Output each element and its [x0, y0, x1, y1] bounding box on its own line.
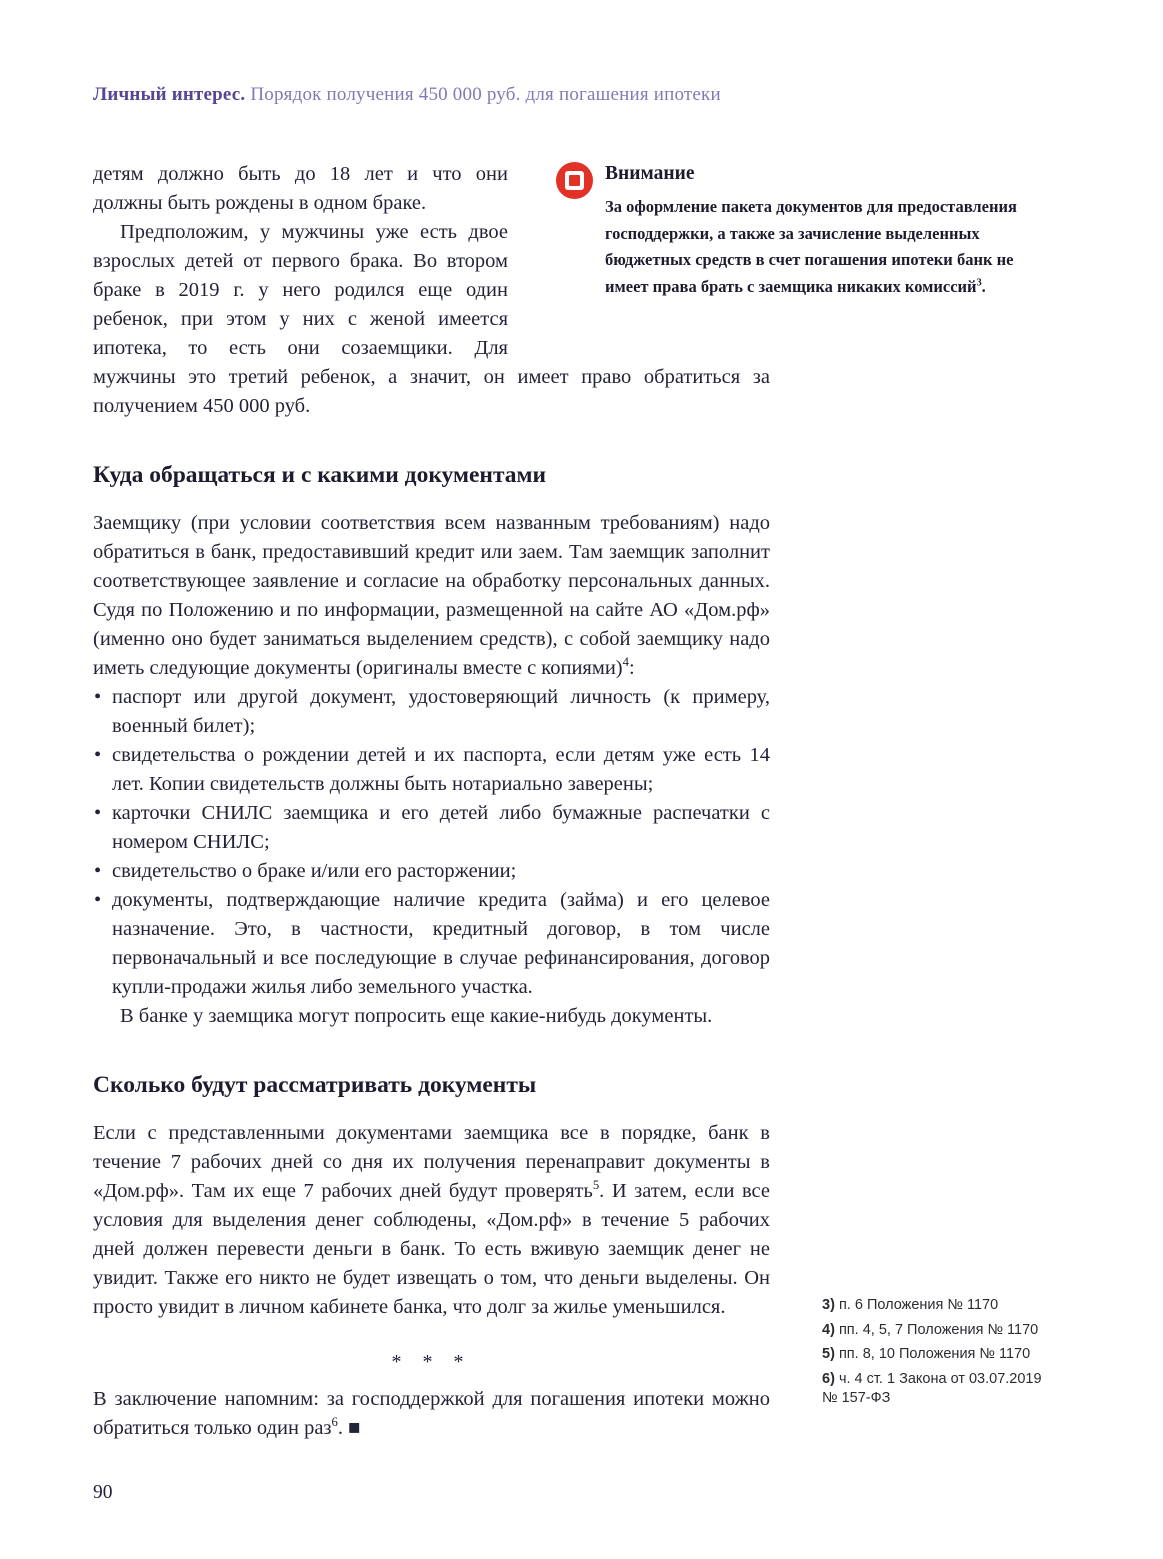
- footnote-3: [822, 1296, 1057, 1316]
- list-item: • свидетельство о браке и/или его расторжении;: [93, 857, 770, 886]
- section2-paragraph: [93, 1119, 770, 1322]
- attention-icon: [556, 162, 593, 199]
- footnote-6-number: 6): [822, 1370, 835, 1387]
- conclusion-paragraph: [93, 1385, 770, 1443]
- footnote-6-text: ч. 4 ст. 1 Закона от 03.07.2019 № 157-ФЗ: [822, 1370, 1042, 1406]
- section-heading-where-to-apply: Куда обращаться и с какими документами: [93, 462, 547, 488]
- section2-text-end: . И затем, если все условия для выделения денег соблюдены, «Дом.рф» в течение 5 рабочих дней должен перевести деньги в банк. То есть вживую заемщик денег не увидит. Также его никто не будет извещать о том, что деньги выделены. Он просто увидит в личном кабинете банка, что долг за жилье уменьшился.: [93, 1180, 770, 1318]
- attention-title: Внимание: [605, 163, 695, 184]
- footnote-ref-4: 4: [622, 655, 629, 670]
- footnote-4: [822, 1321, 1057, 1341]
- conclusion-text: В заключение напомним: за господдержкой для погашения ипотеки можно обратиться только один раз: [93, 1388, 770, 1439]
- attention-content: [605, 160, 1044, 300]
- list-item: • карточки СНИЛС заемщика и его детей либо бумажные распечатки с номером СНИЛС;: [93, 799, 770, 857]
- list-item: • документы, подтверждающие наличие кредита (займа) и его целевое назначение. Это, в частности, кредитный договор, в том числе первоначальный и все последующие в случае рефинансирования, договор купли-продажи жилья либо земельного участка.: [93, 886, 770, 1002]
- footnote-3-text: п. 6 Положения № 1170: [838, 1297, 999, 1313]
- attention-box: [556, 160, 1044, 300]
- footnote-5-number: 5): [822, 1346, 835, 1362]
- attention-body: [605, 194, 1044, 300]
- footnote-ref-5: 5: [592, 1178, 600, 1193]
- list-item: • свидетельства о рождении детей и их паспорта, если детям уже есть 14 лет. Копии свидетельств должны быть нотариально заверены;: [93, 741, 770, 799]
- footnotes: [822, 1296, 1057, 1414]
- section1-intro-paragraph: [93, 509, 770, 683]
- section-heading-review-time: Сколько будут рассматривать документы: [93, 1072, 537, 1098]
- section1-intro-text: Заемщику (при условии соответствия всем названным требованиям) надо обратиться в банк, предоставивший кредит или заем. Там заемщик заполнит соответствующее заявление и согласие на обработку персональных данных. Судя по Положению и по информации, размещенной на сайте АО «Дом.рф» (именно оно будет заниматься выделением средств), с собой заемщику надо иметь следующие документы (оригиналы вместе с копиями): [93, 512, 770, 679]
- attention-body-end: .: [981, 276, 986, 296]
- footnote-6: [822, 1370, 1057, 1409]
- list-item: • паспорт или другой документ, удостоверяющий личность (к примеру, военный билет);: [93, 683, 770, 741]
- footnote-4-number: 4): [822, 1321, 835, 1338]
- attention-body-text: За оформление пакета документов для предоставления господдержки, а также за зачисление выделенных бюджетных средств в счет погашения ипотеки банк не имеет права брать с заемщика никаких комиссий: [605, 197, 1017, 296]
- intro-paragraph-2: Предположим, у мужчины уже есть двое взрослых детей от первого брака. Во втором браке в 2019 г. у него родился еще один ребенок, при этом у них с женой имеется ипотека, то есть они созаемщики. Для мужчины это третий ребенок, а значит, он имеет право обратиться за получением 450 000 руб.: [93, 221, 770, 417]
- documents-list: [93, 683, 770, 1002]
- conclusion-text-end: . ■: [337, 1417, 361, 1439]
- running-header: [93, 84, 1073, 106]
- footnote-5: [822, 1345, 1057, 1365]
- footnote-5-text: пп. 8, 10 Положения № 1170: [838, 1346, 1031, 1362]
- page-number: 90: [93, 1482, 113, 1503]
- section-separator: * * *: [391, 1351, 472, 1373]
- rubric-title: Личный интерес.: [93, 84, 246, 105]
- footnote-ref-6: 6: [331, 1415, 338, 1430]
- footnote-3-number: 3): [822, 1297, 835, 1313]
- attention-icon-core: [569, 175, 580, 186]
- section1-outro-paragraph: В банке у заемщика могут попросить еще какие-нибудь документы.: [120, 1005, 713, 1027]
- footnote-4-text: пп. 4, 5, 7 Положения № 1170: [838, 1321, 1039, 1338]
- section2-text: Если с представленными документами заемщика все в порядке, банк в течение 7 рабочих дней со дня их получения перенаправит документы в «Дом.рф». Там их еще 7 рабочих дней будут проверять: [93, 1122, 770, 1202]
- footnote-ref-3: 3: [976, 277, 982, 288]
- intro-paragraph-1: детям должно быть до 18 лет и что они должны быть рождены в одном браке.: [93, 163, 508, 214]
- article-title: Порядок получения 450 000 руб. для погашения ипотеки: [245, 84, 721, 105]
- section1-intro-end: :: [628, 657, 635, 679]
